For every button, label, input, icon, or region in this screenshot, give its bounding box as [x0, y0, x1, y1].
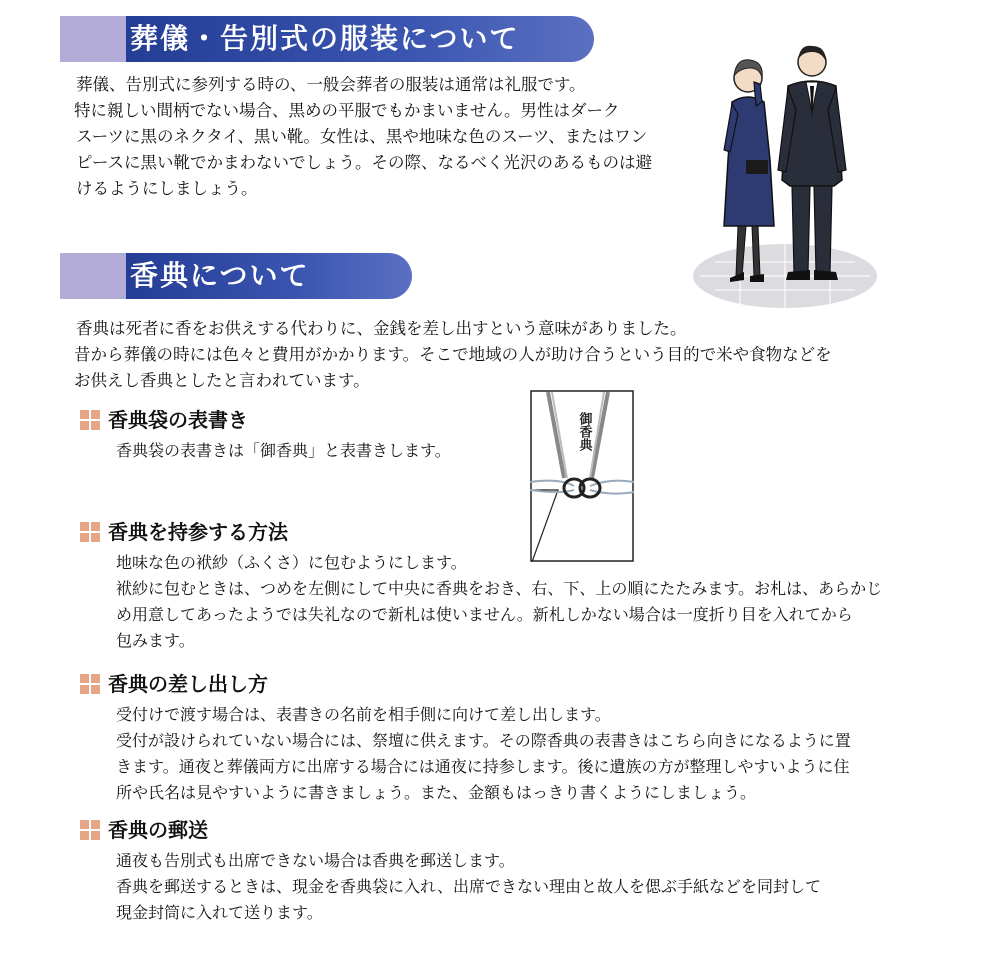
subsection-2-heading-row — [80, 518, 288, 546]
four-square-bullet-icon — [80, 410, 100, 430]
subsection-1-heading-row — [80, 406, 248, 434]
subsection-4-heading: 香典の郵送 — [108, 818, 208, 842]
section-1-body: 葬儀、告別式に参列する時の、一般会葬者の服装は通常は礼服です。 特に親しい間柄でない場合、黒めの平服でもかまいません。男性はダーク スーツに黒のネクタイ、黒い靴。女性は、黒や地味な色のスーツ、またはワン ピースに黒い靴でかまわないでしょう。その際、なるべく光沢のあるものは避 けるようにしましょう。 — [74, 75, 653, 198]
koden-envelope-illustration — [530, 390, 634, 562]
subsection-2-body: 地味な色の袱紗（ふくさ）に包むようにします。 袱紗に包むときは、つめを左側にして中央に香典をおき、右、下、上の順にたたみます。お札は、あらかじ め用意してあったようでは失礼なので新札は使いません。新札しかない場合は一度折り目を入れてから 包みます。 — [116, 553, 883, 650]
four-square-bullet-icon — [80, 820, 100, 840]
four-square-bullet-icon — [80, 522, 100, 542]
subsection-4-heading-row — [80, 816, 208, 844]
subsection-3-heading: 香典の差し出し方 — [108, 672, 268, 696]
section-1-heading: 葬儀・告別式の服装について — [130, 22, 520, 55]
subsection-2-heading: 香典を持参する方法 — [108, 520, 288, 544]
section-1-banner — [60, 16, 594, 62]
subsection-4-body: 通夜も告別式も出席できない場合は香典を郵送します。 香典を郵送するときは、現金を香典袋に入れ、出席できない理由と故人を偲ぶ手紙などを同封して 現金封筒に入れて送ります。 — [116, 851, 821, 922]
mourning-couple-illustration — [690, 40, 880, 310]
section-2-banner — [60, 253, 412, 299]
subsection-1-heading: 香典袋の表書き — [108, 408, 248, 432]
subsection-3-heading-row — [80, 670, 268, 698]
section-2-heading: 香典について — [130, 259, 310, 292]
subsection-3-body: 受付けで渡す場合は、表書きの名前を相手側に向けて差し出します。 受付が設けられていない場合には、祭壇に供えます。その際香典の表書きはこちら向きになるように置 きます。通夜と葬儀両方に出席する場合には通夜に持参します。後に遺族の方が整理しやすいように住 所や氏名は見やすいように書きましょう。また、金額もはっきり書くようにしましょう。 — [116, 705, 851, 802]
four-square-bullet-icon — [80, 674, 100, 694]
subsection-1-body: 香典袋の表書きは「御香典」と表書きします。 — [116, 441, 451, 460]
envelope-label: 御香典 — [576, 412, 592, 451]
section-2-body: 香典は死者に香をお供えする代わりに、金銭を差し出すという意味がありました。 昔から葬儀の時には色々と費用がかかります。そこで地域の人が助け合うという目的で米や食物などを お供えし香典としたと言われています。 — [74, 319, 832, 390]
